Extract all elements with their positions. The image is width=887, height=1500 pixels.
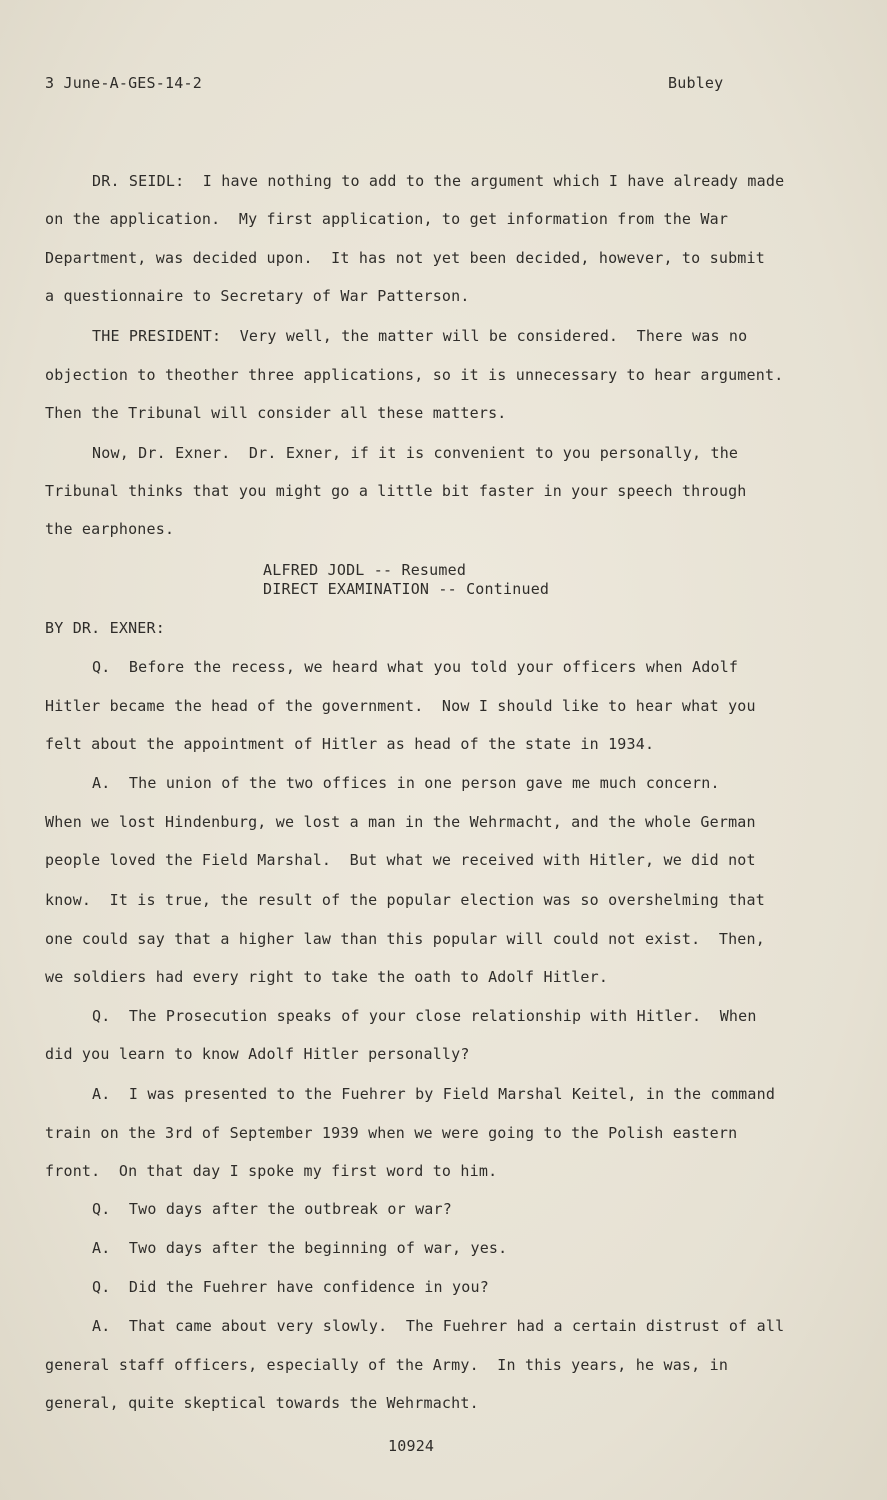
- text-line: Then the Tribunal will consider all these matters.: [45, 404, 507, 422]
- text-line: on the application. My first application, to get information from the War: [45, 210, 729, 228]
- text-line: A. The union of the two offices in one person gave me much concern.: [92, 774, 720, 792]
- text-line: train on the 3rd of September 1939 when we were going to the Polish eastern: [45, 1124, 738, 1142]
- text-line: Now, Dr. Exner. Dr. Exner, if it is convenient to you personally, the: [92, 444, 739, 462]
- text-line: felt about the appointment of Hitler as head of the state in 1934.: [45, 735, 655, 753]
- text-line: general, quite skeptical towards the Wehrmacht.: [45, 1394, 479, 1412]
- text-line: Q. Two days after the outbreak or war?: [92, 1200, 452, 1218]
- examination-heading: DIRECT EXAMINATION -- Continued: [263, 580, 550, 598]
- witness-heading: ALFRED JODL -- Resumed: [263, 561, 467, 579]
- page-number: 10924: [388, 1437, 435, 1455]
- text-line: When we lost Hindenburg, we lost a man in the Wehrmacht, and the whole German: [45, 813, 756, 831]
- text-line: a questionnaire to Secretary of War Patterson.: [45, 287, 470, 305]
- reporter-name: Bubley: [668, 74, 724, 92]
- text-line: Tribunal thinks that you might go a little bit faster in your speech through: [45, 482, 747, 500]
- text-line: the earphones.: [45, 520, 175, 538]
- text-line: people loved the Field Marshal. But what we received with Hitler, we did not: [45, 851, 756, 869]
- text-line: Department, was decided upon. It has not yet been decided, however, to submit: [45, 249, 765, 267]
- text-line: Q. The Prosecution speaks of your close relationship with Hitler. When: [92, 1007, 757, 1025]
- text-line: front. On that day I spoke my first word to him.: [45, 1162, 498, 1180]
- text-line: we soldiers had every right to take the oath to Adolf Hitler.: [45, 968, 609, 986]
- text-line: general staff officers, especially of the Army. In this years, he was, in: [45, 1356, 729, 1374]
- text-line: A. I was presented to the Fuehrer by Field Marshal Keitel, in the command: [92, 1085, 776, 1103]
- text-line: did you learn to know Adolf Hitler personally?: [45, 1045, 470, 1063]
- examiner-line: BY DR. EXNER:: [45, 619, 165, 637]
- text-line: objection to theother three applications, so it is unnecessary to hear argument.: [45, 366, 784, 384]
- text-line: A. Two days after the beginning of war, yes.: [92, 1239, 508, 1257]
- text-line: Hitler became the head of the government. Now I should like to hear what you: [45, 697, 756, 715]
- text-line: one could say that a higher law than this popular will could not exist. Then,: [45, 930, 765, 948]
- text-line: know. It is true, the result of the popular election was so overshelming that: [45, 891, 765, 909]
- text-line: THE PRESIDENT: Very well, the matter will be considered. There was no: [92, 327, 748, 345]
- text-line: DR. SEIDL: I have nothing to add to the argument which I have already made: [92, 172, 785, 190]
- text-line: Q. Did the Fuehrer have confidence in you?: [92, 1278, 489, 1296]
- text-line: A. That came about very slowly. The Fuehrer had a certain distrust of all: [92, 1317, 785, 1335]
- text-line: Q. Before the recess, we heard what you told your officers when Adolf: [92, 658, 739, 676]
- document-id: 3 June-A-GES-14-2: [45, 74, 202, 92]
